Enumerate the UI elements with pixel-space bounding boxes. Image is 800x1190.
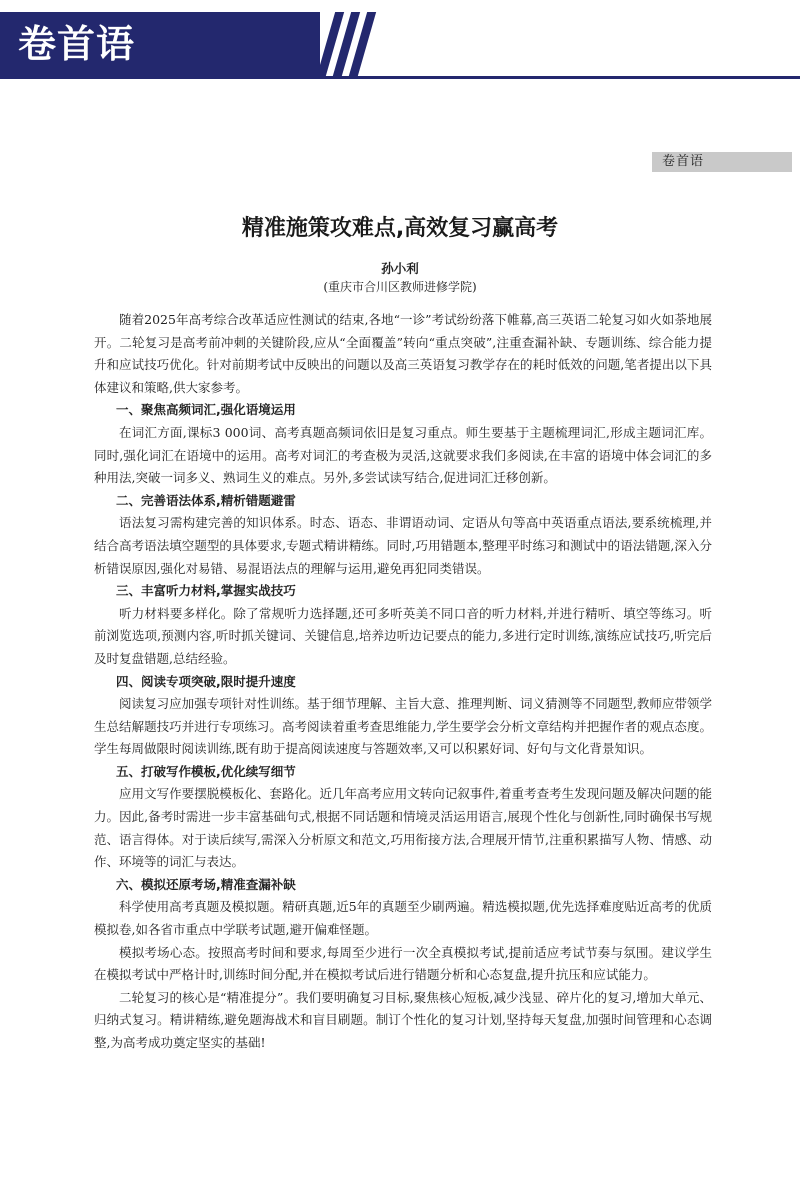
section-tag: 卷首语 [652,152,792,172]
section-heading: 二、完善语法体系,精析错题避雷 [116,492,296,508]
body-paragraph: 阅读复习应加强专项针对性训练。基于细节理解、主旨大意、推理判断、词义猜测等不同题型,教师应带领学生总结解题技巧并进行专项练习。高考阅读着重考查思维能力,学生要学会分析文章结构并把握作者的观点态度。学生每周做限时阅读训练,既有助于提高阅读速度与答题效率,又可以积累好词、好句与文化背景知识。 [94,696,712,757]
closing-paragraph: 二轮复习的核心是“精准提分”。我们要明确复习目标,聚焦核心短板,减少浅显、碎片化的复习,增加大单元、归纳式复习。精讲精练,避免题海战术和盲目刷题。制订个性化的复习计划,坚持每天复盘,加强时间管理和心态调整,为高考成功奠定坚实的基础! [94,989,712,1050]
header-rule [0,76,800,79]
article-title: 精准施策攻难点,高效复习赢高考 [241,216,559,241]
body-paragraph: 语法复习需构建完善的知识体系。时态、语态、非谓语动词、定语从句等高中英语重点语法,要系统梳理,并结合高考语法填空题型的具体要求,专题式精讲精练。同时,巧用错题本,整理平时练习和测试中的语法错题,深入分析错误原因,强化对易错、易混语法点的理解与运用,避免再犯同类错误。 [94,515,712,576]
article-body [94,309,712,1055]
section-heading: 六、模拟还原考场,精准查漏补缺 [116,876,296,892]
section-heading: 三、丰富听力材料,掌握实战技巧 [116,583,296,599]
body-paragraph: 听力材料要多样化。除了常规听力选择题,还可多听英美不同口音的听力材料,并进行精听、填空等练习。听前浏览选项,预测内容,听时抓关键词、关键信息,培养边听边记要点的能力,多进行定时训练,演练应试技巧,听完后及时复盘错题,总结经验。 [94,605,712,666]
body-paragraph: 模拟考场心态。按照高考时间和要求,每周至少进行一次全真模拟考试,提前适应考试节奏与氛围。建议学生在模拟考试中严格计时,训练时间分配,并在模拟考试后进行错题分析和心态复盘,提升抗压和应试能力。 [94,944,712,983]
body-paragraph: 应用文写作要摆脱模板化、套路化。近几年高考应用文转向记叙事件,着重考查考生发现问题及解决问题的能力。因此,备考时需进一步丰富基础句式,根据不同话题和情境灵活运用语言,展现个性化与创新性,同时确保书写规范、语言得体。对于读后续写,需深入分析原文和范文,巧用衔接方法,合理展开情节,注重积累描写人物、情感、动作、环境等的词汇与表达。 [94,786,712,870]
author-affiliation: (重庆市合川区教师进修学院) [323,280,477,294]
article-author: 孙小利 [381,261,419,276]
body-paragraph: 科学使用高考真题及模拟题。精研真题,近5年的真题至少刷两遍。精选模拟题,优先选择难度贴近高考的优质模拟卷,如各省市重点中学联考试题,避开偏难怪题。 [94,899,712,938]
section-heading: 一、聚焦高频词汇,强化语境运用 [116,402,296,418]
section-heading: 四、阅读专项突破,限时提升速度 [116,673,296,689]
intro-paragraph: 随着2025年高考综合改革适应性测试的结束,各地“一诊”考试纷纷落下帷幕,高三英语二轮复习如火如荼地展开。二轮复习是高考前冲刺的关键阶段,应从“全面覆盖”转向“重点突破”,注重查漏补缺、专题训练、综合能力提升和应试技巧优化。针对前期考试中反映出的问题以及高三英语复习教学存在的耗时低效的问题,笔者提出以下具体建议和策略,供大家参考。 [94,312,712,395]
section-heading: 五、打破写作模板,优化续写细节 [116,763,296,779]
body-paragraph: 在词汇方面,课标3 000词、高考真题高频词依旧是复习重点。师生要基于主题梳理词汇,形成主题词汇库。同时,强化词汇在语境中的运用。高考对词汇的考查极为灵活,这就要求我们多阅读,在丰富的语境中体会词汇的多种用法,突破一词多义、熟词生义的难点。另外,多尝试读写结合,促进词汇迁移创新。 [94,424,712,486]
banner-title: 卷首语 [18,22,136,66]
header-banner [0,12,320,76]
